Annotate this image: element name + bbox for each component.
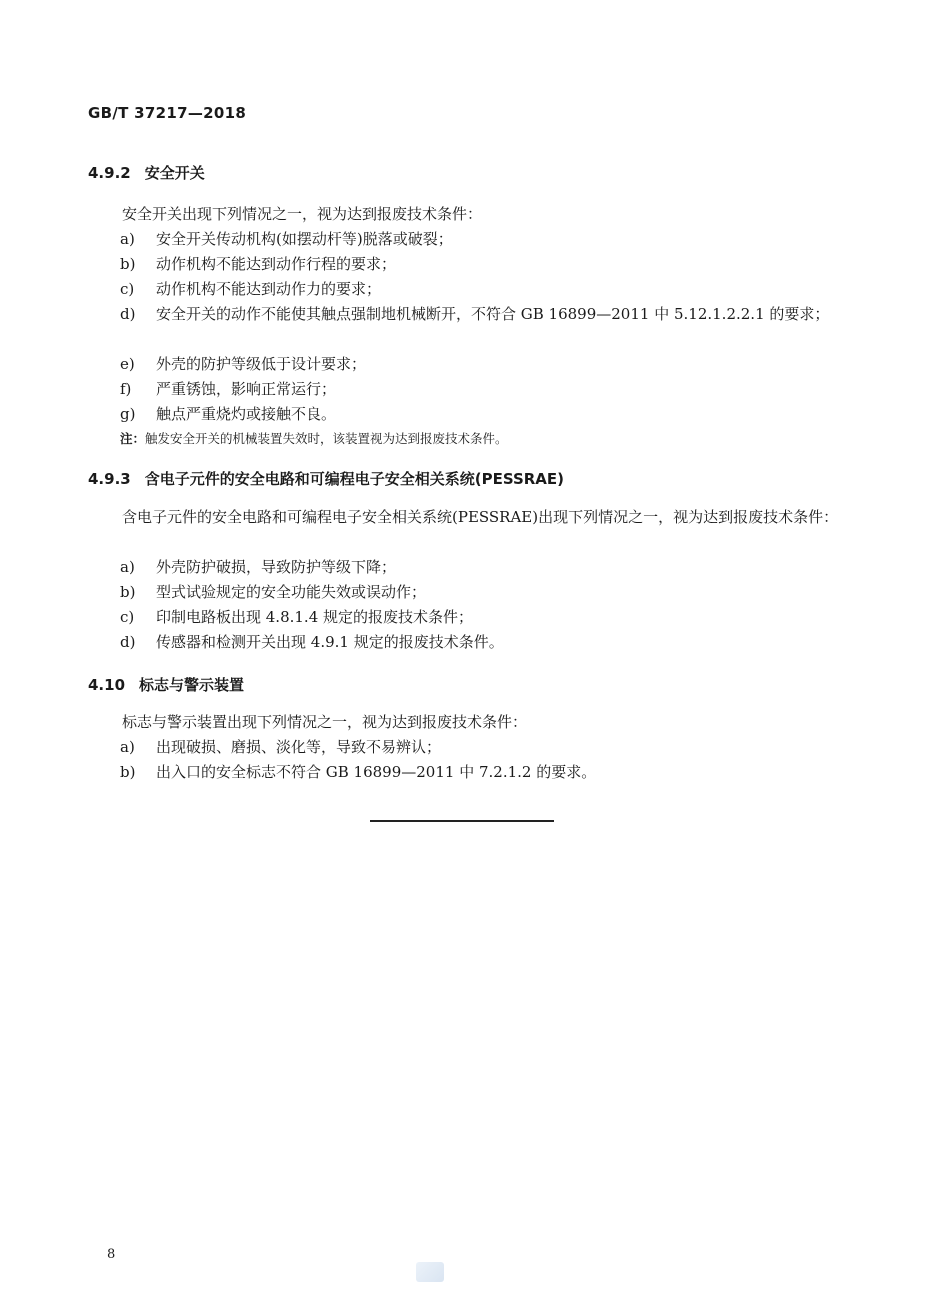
list-item bbox=[120, 302, 840, 327]
section-title: 安全开关 bbox=[144, 164, 205, 182]
section-intro: 安全开关出现下列情况之一，视为达到报废技术条件： bbox=[122, 205, 483, 223]
section-heading-4-10 bbox=[88, 674, 244, 695]
list-item-label: g) bbox=[120, 405, 136, 423]
list-item-label: c) bbox=[120, 608, 135, 626]
section-intro: 含电子元件的安全电路和可编程电子安全相关系统(PESSRAE)出现下列情况之一，视为达到报废技术条件： bbox=[122, 508, 839, 526]
list-item-label: b) bbox=[120, 255, 136, 273]
list-item-text: 外壳的防护等级低于设计要求； bbox=[156, 355, 367, 373]
list-item-text: 印制电路板出现 4.8.1.4 规定的报废技术条件； bbox=[156, 608, 474, 626]
list-item-text: 传感器和检测开关出现 4.9.1 规定的报废技术条件。 bbox=[156, 633, 504, 651]
list-item-label: b) bbox=[120, 763, 136, 781]
list-item-text: 出现破损、磨损、淡化等，导致不易辨认； bbox=[156, 738, 442, 756]
standard-code: GB/T 37217—2018 bbox=[88, 104, 247, 122]
list-item-text: 安全开关的动作不能使其触点强制地机械断开，不符合 GB 16899—2011 中 5.12.1.2.2.1 的要求； bbox=[156, 305, 830, 323]
end-rule bbox=[370, 820, 554, 822]
list-item bbox=[120, 605, 840, 630]
watermark-icon bbox=[416, 1262, 444, 1282]
list-item-label: c) bbox=[120, 280, 135, 298]
note bbox=[120, 430, 508, 448]
list-item-text: 触点严重烧灼或接触不良。 bbox=[156, 405, 337, 423]
section-title: 标志与警示装置 bbox=[139, 676, 245, 694]
list-item-label: a) bbox=[120, 230, 135, 248]
list-item-label: d) bbox=[120, 633, 136, 651]
note-label: 注： bbox=[120, 431, 146, 446]
section-heading-4-9-2 bbox=[88, 162, 205, 183]
list-item-label: a) bbox=[120, 738, 135, 756]
list-item bbox=[120, 580, 840, 605]
section-number: 4.9.2 bbox=[88, 164, 131, 182]
section-title: 含电子元件的安全电路和可编程电子安全相关系统(PESSRAE) bbox=[144, 470, 565, 488]
list-item bbox=[120, 760, 840, 785]
list-item-text: 外壳防护破损，导致防护等级下降； bbox=[156, 558, 397, 576]
section-intro: 标志与警示装置出现下列情况之一，视为达到报废技术条件： bbox=[122, 713, 528, 731]
list-item-text: 严重锈蚀，影响正常运行； bbox=[156, 380, 337, 398]
list-item bbox=[120, 352, 840, 377]
list-item bbox=[120, 252, 840, 277]
list-item-text: 出入口的安全标志不符合 GB 16899—2011 中 7.2.1.2 的要求。 bbox=[156, 763, 597, 781]
list-item-label: e) bbox=[120, 355, 135, 373]
list-item bbox=[120, 402, 840, 427]
list-item-text: 动作机构不能达到动作行程的要求； bbox=[156, 255, 397, 273]
list-item-text: 动作机构不能达到动作力的要求； bbox=[156, 280, 382, 298]
list-item bbox=[120, 555, 840, 580]
list-item bbox=[120, 630, 840, 655]
page-number: 8 bbox=[107, 1247, 116, 1262]
list-item bbox=[120, 377, 840, 402]
note-text: 触发安全开关的机械装置失效时，该装置视为达到报废技术条件。 bbox=[145, 431, 508, 446]
list-item-label: f) bbox=[120, 380, 132, 398]
section-heading-4-9-3 bbox=[88, 468, 564, 489]
list-item-label: d) bbox=[120, 305, 136, 323]
list-item bbox=[120, 735, 840, 760]
section-number: 4.10 bbox=[88, 676, 126, 694]
list-item-text: 安全开关传动机构(如摆动杆等)脱落或破裂； bbox=[156, 230, 453, 248]
list-item-label: b) bbox=[120, 583, 136, 601]
list-item-text: 型式试验规定的安全功能失效或误动作； bbox=[156, 583, 427, 601]
section-number: 4.9.3 bbox=[88, 470, 131, 488]
list-item bbox=[120, 227, 840, 252]
list-item bbox=[120, 277, 840, 302]
list-item-label: a) bbox=[120, 558, 135, 576]
